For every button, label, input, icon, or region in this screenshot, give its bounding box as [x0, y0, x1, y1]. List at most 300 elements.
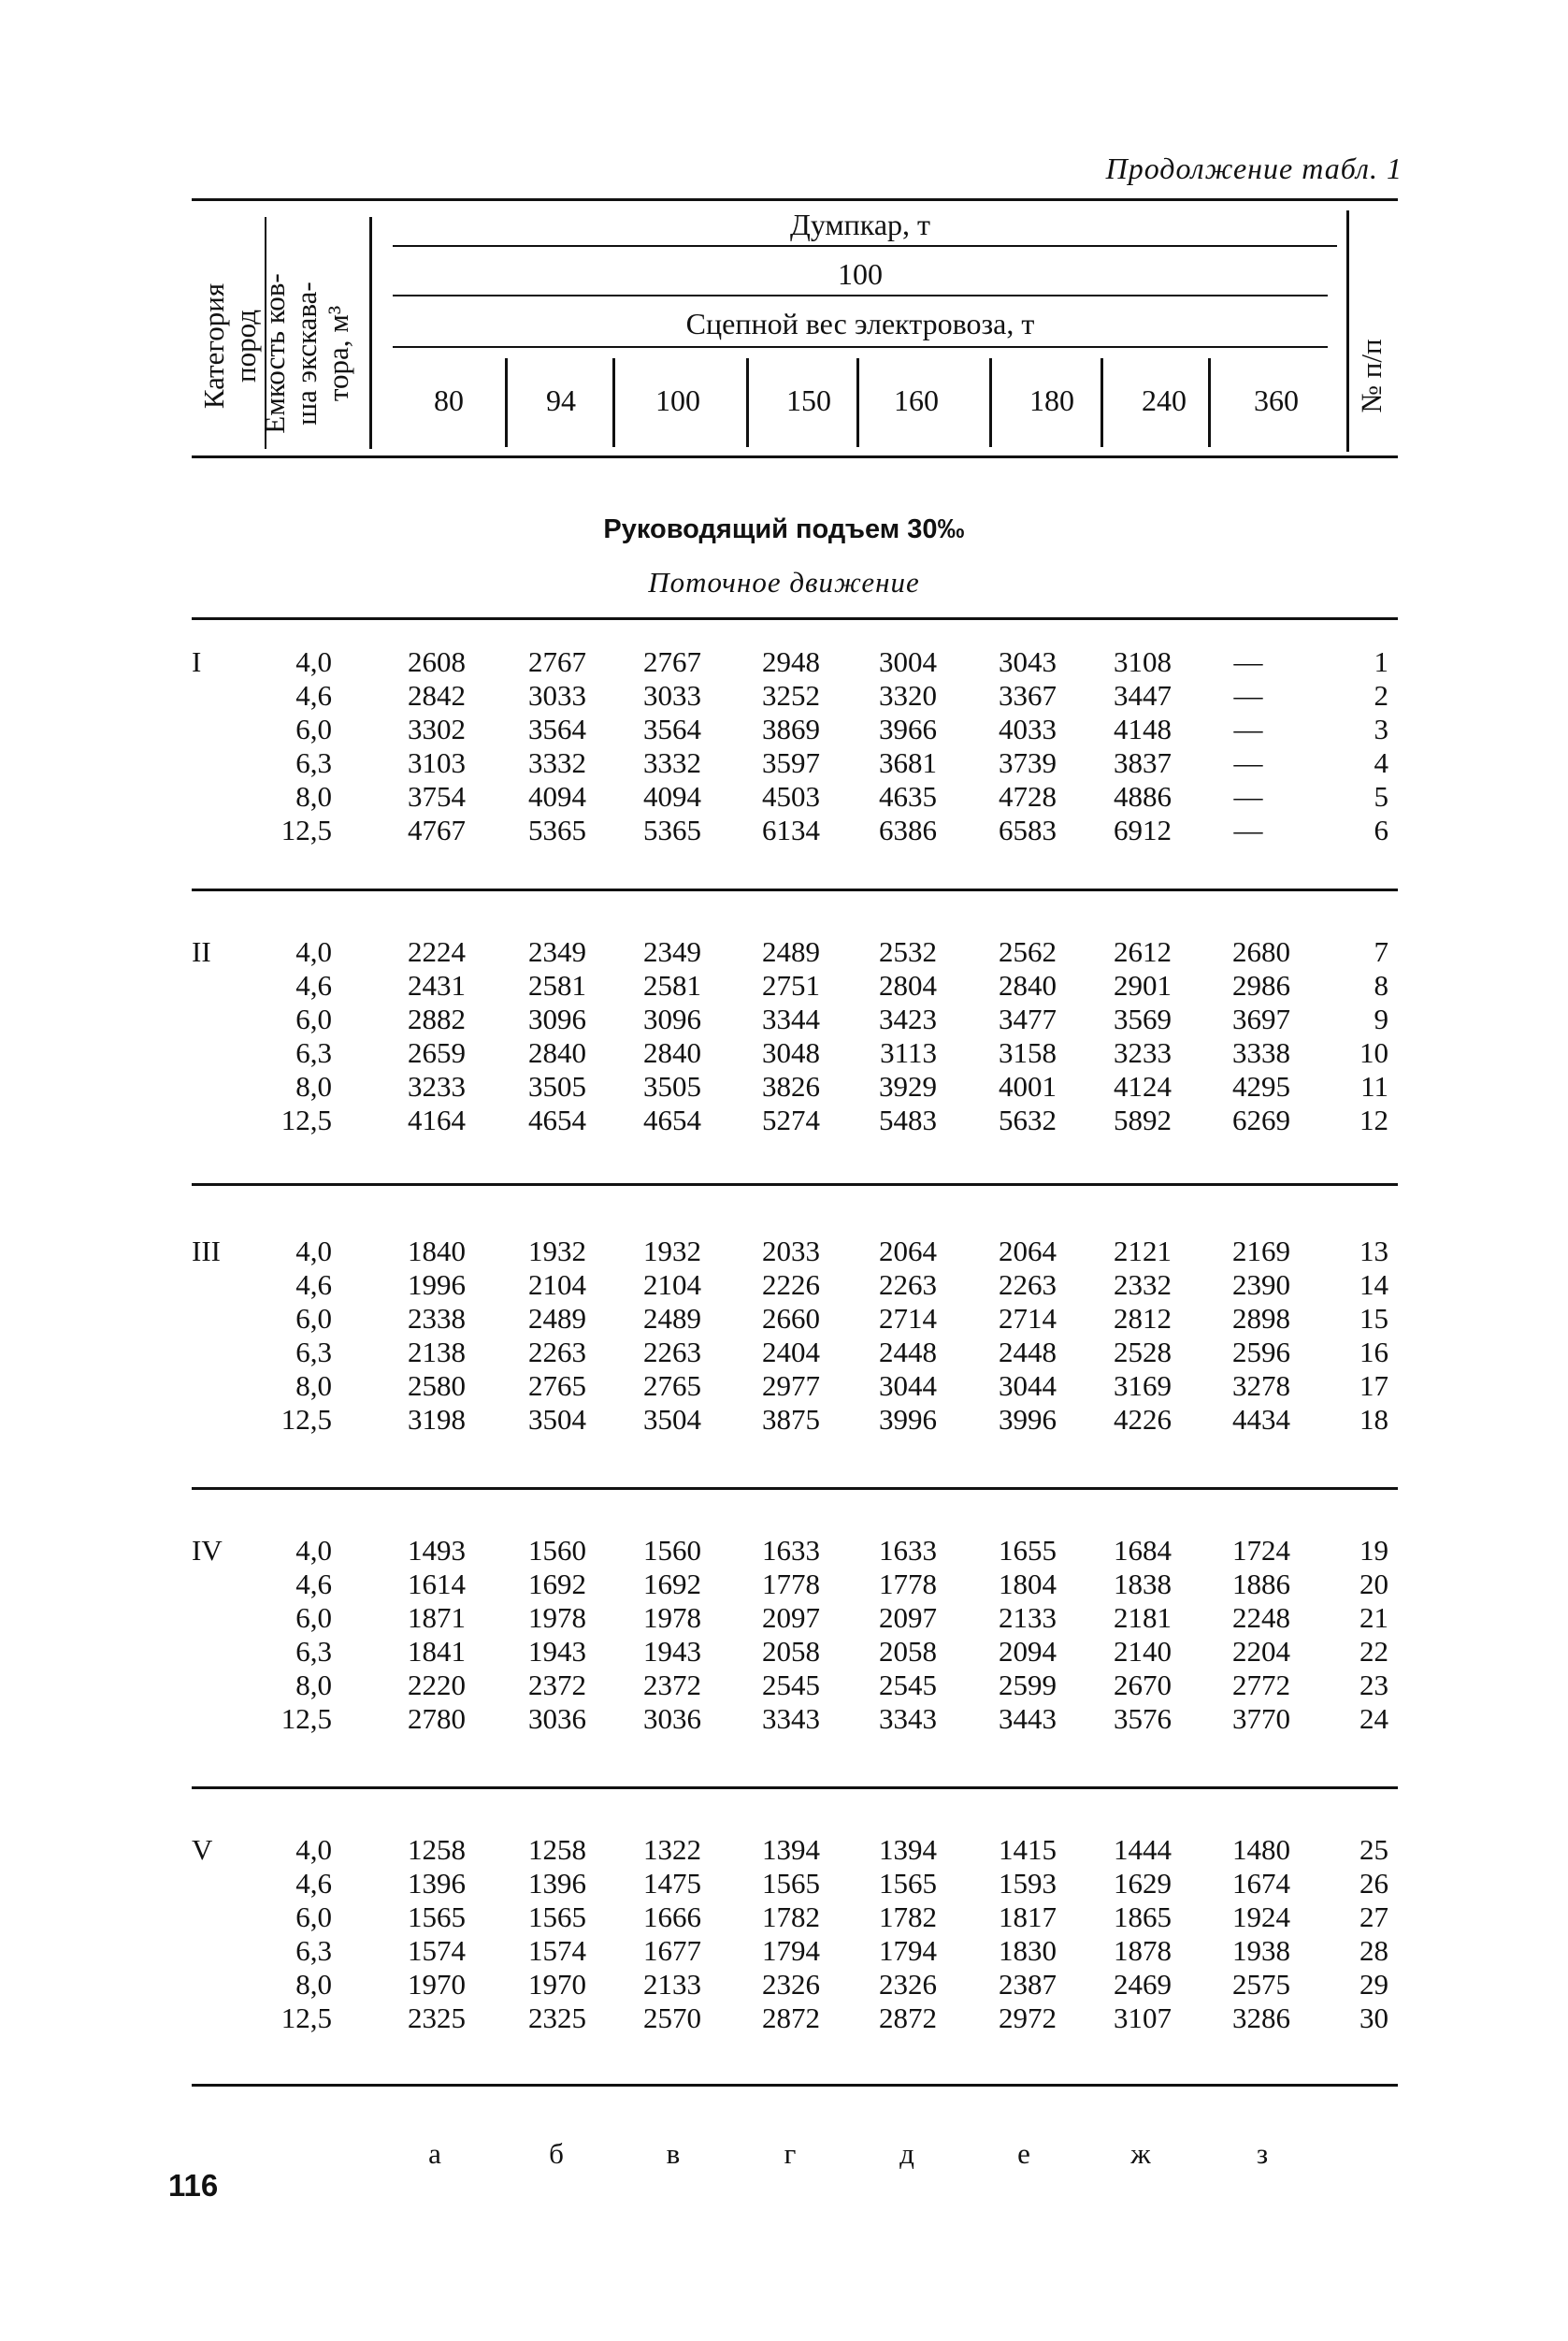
category-label: IV — [192, 1534, 223, 1567]
row-number-cell: 21 — [1359, 1601, 1388, 1634]
header-bucket-capacity: Емкость ков- ша экскава- тора, м³ — [258, 273, 354, 434]
bucket-capacity-cell: 6,0 — [295, 713, 332, 745]
value-cell: 2064 — [999, 1235, 1057, 1267]
row-number-cell: 30 — [1359, 2001, 1388, 2034]
value-cell: 2840 — [643, 1036, 701, 1069]
row-number-cell: 13 — [1359, 1235, 1388, 1267]
header-subrule — [393, 295, 1328, 296]
row-number-cell: 17 — [1359, 1369, 1388, 1402]
row-number-cell: 16 — [1359, 1336, 1388, 1368]
value-cell: 2765 — [643, 1369, 701, 1402]
value-cell: 1674 — [1232, 1867, 1290, 1900]
bucket-capacity-cell: 6,0 — [295, 1003, 332, 1035]
value-cell: 4654 — [528, 1104, 586, 1136]
value-cell: 1938 — [1232, 1934, 1290, 1967]
value-cell: 2599 — [999, 1669, 1057, 1701]
value-cell: 2469 — [1114, 1968, 1172, 2001]
value-cell: 1444 — [1114, 1833, 1172, 1866]
value-cell: 2842 — [408, 679, 466, 712]
weight-divider — [989, 358, 992, 447]
value-cell: 2226 — [762, 1268, 820, 1301]
header-subrule — [393, 245, 1337, 247]
row-number-cell: 5 — [1374, 780, 1388, 813]
row-number-cell: 12 — [1359, 1104, 1388, 1136]
value-cell: 1692 — [643, 1568, 701, 1600]
value-cell: 1794 — [762, 1934, 820, 1967]
header-row-number: № п/п — [1355, 339, 1388, 413]
value-cell: 3564 — [643, 713, 701, 745]
value-cell: 1782 — [879, 1900, 937, 1933]
value-cell: 1943 — [643, 1635, 701, 1668]
value-cell: 3837 — [1114, 746, 1172, 779]
value-cell: 1394 — [762, 1833, 820, 1866]
bucket-capacity-cell: 12,5 — [281, 1403, 332, 1436]
value-cell: 2714 — [999, 1302, 1057, 1335]
value-cell: 1692 — [528, 1568, 586, 1600]
page-number: 116 — [168, 2168, 219, 2203]
value-cell: 2581 — [643, 969, 701, 1002]
value-cell: 2767 — [643, 645, 701, 678]
value-cell: 4001 — [999, 1070, 1057, 1103]
value-cell: 3423 — [879, 1003, 937, 1035]
value-cell: 3113 — [880, 1036, 937, 1069]
weight-150: 150 — [786, 383, 831, 417]
value-cell: 4148 — [1114, 713, 1172, 745]
value-cell: 2772 — [1232, 1669, 1290, 1701]
value-cell: 3233 — [1114, 1036, 1172, 1069]
value-cell: 2986 — [1232, 969, 1290, 1002]
value-cell: 2104 — [528, 1268, 586, 1301]
value-cell: 2562 — [999, 935, 1057, 968]
value-cell: 3697 — [1232, 1003, 1290, 1035]
value-cell: 3103 — [408, 746, 466, 779]
value-cell: 1633 — [879, 1534, 937, 1567]
bucket-capacity-cell: 8,0 — [295, 1369, 332, 1402]
value-cell: 2612 — [1114, 935, 1172, 968]
value-cell: 1655 — [999, 1534, 1057, 1567]
value-cell: 3036 — [643, 1702, 701, 1735]
bucket-capacity-cell: 8,0 — [295, 1968, 332, 2001]
value-cell: 1970 — [528, 1968, 586, 2001]
row-number-cell: 28 — [1359, 1934, 1388, 1967]
value-cell: 1830 — [999, 1934, 1057, 1967]
weight-94: 94 — [546, 383, 576, 417]
value-cell: 6269 — [1232, 1104, 1290, 1136]
value-cell: — — [1233, 713, 1263, 745]
weight-divider — [612, 358, 615, 447]
value-cell: 4886 — [1114, 780, 1172, 813]
value-cell: 1574 — [528, 1934, 586, 1967]
column-letter: б — [549, 2137, 564, 2170]
value-cell: 3338 — [1232, 1036, 1290, 1069]
value-cell: 2121 — [1114, 1235, 1172, 1267]
value-cell: 2804 — [879, 969, 937, 1002]
column-letter: д — [899, 2137, 914, 2170]
row-number-cell: 20 — [1359, 1568, 1388, 1600]
value-cell: 1886 — [1232, 1568, 1290, 1600]
value-cell: 1560 — [528, 1534, 586, 1567]
category-label: V — [192, 1833, 213, 1866]
value-cell: 1840 — [408, 1235, 466, 1267]
bucket-capacity-cell: 4,6 — [295, 969, 332, 1002]
value-cell: 2489 — [643, 1302, 701, 1335]
row-number-cell: 4 — [1374, 746, 1388, 779]
value-cell: 1970 — [408, 1968, 466, 2001]
value-cell: — — [1233, 780, 1263, 813]
bucket-capacity-cell: 6,3 — [295, 1635, 332, 1668]
value-cell: 1782 — [762, 1900, 820, 1933]
value-cell: 3869 — [762, 713, 820, 745]
value-cell: 2872 — [879, 2001, 937, 2034]
value-cell: 4094 — [643, 780, 701, 813]
value-cell: 2204 — [1232, 1635, 1290, 1668]
value-cell: 2812 — [1114, 1302, 1172, 1335]
value-cell: 3044 — [999, 1369, 1057, 1402]
row-number-cell: 2 — [1374, 679, 1388, 712]
value-cell: 4124 — [1114, 1070, 1172, 1103]
value-cell: 2767 — [528, 645, 586, 678]
header-dumpcar-value: 100 — [838, 257, 883, 291]
value-cell: 3344 — [762, 1003, 820, 1035]
value-cell: 1480 — [1232, 1833, 1290, 1866]
value-cell: 2263 — [528, 1336, 586, 1368]
value-cell: 2140 — [1114, 1635, 1172, 1668]
weight-100: 100 — [655, 383, 700, 417]
value-cell: 3597 — [762, 746, 820, 779]
value-cell: 1804 — [999, 1568, 1057, 1600]
value-cell: 1794 — [879, 1934, 937, 1967]
column-letter: ж — [1130, 2137, 1151, 2170]
value-cell: 2338 — [408, 1302, 466, 1335]
value-cell: 3036 — [528, 1702, 586, 1735]
row-number-cell: 7 — [1374, 935, 1388, 968]
value-cell: 2901 — [1114, 969, 1172, 1002]
row-number-cell: 11 — [1360, 1070, 1388, 1103]
value-cell: 3754 — [408, 780, 466, 813]
value-cell: 2248 — [1232, 1601, 1290, 1634]
value-cell: 1258 — [528, 1833, 586, 1866]
group-separator-rule — [192, 2084, 1398, 2087]
value-cell: 2372 — [528, 1669, 586, 1701]
value-cell: 4094 — [528, 780, 586, 813]
row-number-cell: 8 — [1374, 969, 1388, 1002]
value-cell: 1493 — [408, 1534, 466, 1567]
header-dumpcar: Думпкар, т — [789, 208, 931, 241]
bucket-capacity-cell: 6,0 — [295, 1900, 332, 1933]
category-label: III — [192, 1235, 221, 1267]
value-cell: 5274 — [762, 1104, 820, 1136]
category-label: II — [192, 935, 211, 968]
value-cell: 2104 — [643, 1268, 701, 1301]
value-cell: 2872 — [762, 2001, 820, 2034]
value-cell: 3681 — [879, 746, 937, 779]
weight-180: 180 — [1029, 383, 1074, 417]
value-cell: 5892 — [1114, 1104, 1172, 1136]
value-cell: 4033 — [999, 713, 1057, 745]
value-cell: 5365 — [643, 814, 701, 846]
value-cell: 3096 — [643, 1003, 701, 1035]
weight-240: 240 — [1142, 383, 1187, 417]
value-cell: 3233 — [408, 1070, 466, 1103]
value-cell: 4503 — [762, 780, 820, 813]
value-cell: 5365 — [528, 814, 586, 846]
value-cell: 4654 — [643, 1104, 701, 1136]
value-cell: 3107 — [1114, 2001, 1172, 2034]
value-cell: 1924 — [1232, 1900, 1290, 1933]
value-cell: 4434 — [1232, 1403, 1290, 1436]
value-cell: 1415 — [999, 1833, 1057, 1866]
bucket-capacity-cell: 6,3 — [295, 1934, 332, 1967]
value-cell: 2404 — [762, 1336, 820, 1368]
row-number-cell: 24 — [1359, 1702, 1388, 1735]
value-cell: 1841 — [408, 1635, 466, 1668]
section-title: Руководящий подъем 30‰ — [603, 514, 965, 544]
value-cell: 2570 — [643, 2001, 701, 2034]
value-cell: 1996 — [408, 1268, 466, 1301]
value-cell: 2325 — [408, 2001, 466, 2034]
value-cell: 2660 — [762, 1302, 820, 1335]
continuation-caption: Продолжение табл. 1 — [1105, 152, 1403, 185]
value-cell: 1978 — [643, 1601, 701, 1634]
value-cell: 1778 — [879, 1568, 937, 1600]
value-cell: 2133 — [999, 1601, 1057, 1634]
group-separator-rule — [192, 1183, 1398, 1186]
value-cell: 1865 — [1114, 1900, 1172, 1933]
value-cell: 2528 — [1114, 1336, 1172, 1368]
header-divider — [369, 217, 372, 449]
value-cell: 1322 — [643, 1833, 701, 1866]
value-cell: 1724 — [1232, 1534, 1290, 1567]
row-number-cell: 6 — [1374, 814, 1388, 846]
value-cell: 6134 — [762, 814, 820, 846]
value-cell: 3477 — [999, 1003, 1057, 1035]
value-cell: 2751 — [762, 969, 820, 1002]
bucket-capacity-cell: 8,0 — [295, 1070, 332, 1103]
value-cell: 1574 — [408, 1934, 466, 1967]
value-cell: 3504 — [643, 1403, 701, 1436]
value-cell: 1943 — [528, 1635, 586, 1668]
value-cell: 3044 — [879, 1369, 937, 1402]
value-cell: 2263 — [999, 1268, 1057, 1301]
value-cell: 3198 — [408, 1403, 466, 1436]
value-cell: 2545 — [762, 1669, 820, 1701]
value-cell: 2780 — [408, 1702, 466, 1735]
weight-160: 160 — [894, 383, 939, 417]
value-cell: 2545 — [879, 1669, 937, 1701]
bucket-capacity-cell: 6,3 — [295, 1336, 332, 1368]
weight-divider — [1100, 358, 1103, 447]
value-cell: — — [1233, 814, 1263, 846]
column-letter: а — [428, 2137, 441, 2170]
value-cell: 3278 — [1232, 1369, 1290, 1402]
value-cell: 1932 — [643, 1235, 701, 1267]
value-cell: 2263 — [879, 1268, 937, 1301]
value-cell: 1565 — [528, 1900, 586, 1933]
value-cell: 1396 — [408, 1867, 466, 1900]
value-cell: 1629 — [1114, 1867, 1172, 1900]
column-letter: е — [1017, 2137, 1030, 2170]
bucket-capacity-cell: 8,0 — [295, 1669, 332, 1701]
value-cell: 1778 — [762, 1568, 820, 1600]
value-cell: 2581 — [528, 969, 586, 1002]
value-cell: 1871 — [408, 1601, 466, 1634]
row-number-cell: 19 — [1359, 1534, 1388, 1567]
value-cell: 2094 — [999, 1635, 1057, 1668]
value-cell: 2489 — [528, 1302, 586, 1335]
value-cell: 2181 — [1114, 1601, 1172, 1634]
bucket-capacity-cell: 4,6 — [295, 1867, 332, 1900]
value-cell: 1565 — [762, 1867, 820, 1900]
row-number-cell: 22 — [1359, 1635, 1388, 1668]
value-cell: 3367 — [999, 679, 1057, 712]
value-cell: 3504 — [528, 1403, 586, 1436]
row-number-cell: 27 — [1359, 1900, 1388, 1933]
group-separator-rule — [192, 617, 1398, 620]
value-cell: 2349 — [528, 935, 586, 968]
value-cell: 1633 — [762, 1534, 820, 1567]
value-cell: — — [1233, 746, 1263, 779]
bucket-capacity-cell: 4,6 — [295, 1568, 332, 1600]
value-cell: 2714 — [879, 1302, 937, 1335]
value-cell: 2224 — [408, 935, 466, 968]
value-cell: 2659 — [408, 1036, 466, 1069]
value-cell: 1684 — [1114, 1534, 1172, 1567]
value-cell: 3043 — [999, 645, 1057, 678]
value-cell: 2670 — [1114, 1669, 1172, 1701]
value-cell: 2575 — [1232, 1968, 1290, 2001]
value-cell: 3048 — [762, 1036, 820, 1069]
value-cell: 1932 — [528, 1235, 586, 1267]
value-cell: 2972 — [999, 2001, 1057, 2034]
row-number-cell: 10 — [1359, 1036, 1388, 1069]
value-cell: 1817 — [999, 1900, 1057, 1933]
bucket-capacity-cell: 12,5 — [281, 814, 332, 846]
value-cell: 3739 — [999, 746, 1057, 779]
value-cell: 3343 — [762, 1702, 820, 1735]
value-cell: 2097 — [762, 1601, 820, 1634]
weight-divider — [1208, 358, 1211, 447]
value-cell: 3004 — [879, 645, 937, 678]
value-cell: 3252 — [762, 679, 820, 712]
value-cell: 3929 — [879, 1070, 937, 1103]
value-cell: 3302 — [408, 713, 466, 745]
value-cell: 3996 — [999, 1403, 1057, 1436]
value-cell: 2064 — [879, 1235, 937, 1267]
value-cell: 4728 — [999, 780, 1057, 813]
row-number-cell: 29 — [1359, 1968, 1388, 2001]
value-cell: 2058 — [762, 1635, 820, 1668]
value-cell: 3169 — [1114, 1369, 1172, 1402]
bucket-capacity-cell: 6,3 — [295, 1036, 332, 1069]
value-cell: 1475 — [643, 1867, 701, 1900]
value-cell: 3332 — [643, 746, 701, 779]
value-cell: 3332 — [528, 746, 586, 779]
value-cell: 2680 — [1232, 935, 1290, 968]
value-cell: 1677 — [643, 1934, 701, 1967]
section-subtitle: Поточное движение — [648, 566, 920, 599]
value-cell: 3033 — [643, 679, 701, 712]
bucket-capacity-cell: 12,5 — [281, 1104, 332, 1136]
value-cell: 2220 — [408, 1669, 466, 1701]
bucket-capacity-cell: 4,0 — [295, 1235, 332, 1267]
value-cell: 2326 — [879, 1968, 937, 2001]
row-number-cell: 9 — [1374, 1003, 1388, 1035]
value-cell: 3108 — [1114, 645, 1172, 678]
row-number-cell: 25 — [1359, 1833, 1388, 1866]
value-cell: 2448 — [999, 1336, 1057, 1368]
value-cell: 1258 — [408, 1833, 466, 1866]
value-cell: 3564 — [528, 713, 586, 745]
value-cell: 3875 — [762, 1403, 820, 1436]
value-cell: 1838 — [1114, 1568, 1172, 1600]
value-cell: 3996 — [879, 1403, 937, 1436]
bucket-capacity-cell: 12,5 — [281, 1702, 332, 1735]
row-number-cell: 26 — [1359, 1867, 1388, 1900]
value-cell: 2138 — [408, 1336, 466, 1368]
header-top-rule — [192, 198, 1398, 201]
bucket-capacity-cell: 6,0 — [295, 1601, 332, 1634]
row-number-cell: 3 — [1374, 713, 1388, 745]
value-cell: 3569 — [1114, 1003, 1172, 1035]
value-cell: 2977 — [762, 1369, 820, 1402]
value-cell: 2898 — [1232, 1302, 1290, 1335]
value-cell: 4295 — [1232, 1070, 1290, 1103]
header-loco-weight: Сцепной вес электровоза, т — [685, 307, 1035, 340]
value-cell: 2033 — [762, 1235, 820, 1267]
value-cell: 2840 — [999, 969, 1057, 1002]
value-cell: 1560 — [643, 1534, 701, 1567]
value-cell: 2133 — [643, 1968, 701, 2001]
value-cell: 2058 — [879, 1635, 937, 1668]
value-cell: 4635 — [879, 780, 937, 813]
group-separator-rule — [192, 1487, 1398, 1490]
value-cell: 3966 — [879, 713, 937, 745]
value-cell: 2448 — [879, 1336, 937, 1368]
value-cell: 1396 — [528, 1867, 586, 1900]
value-cell: 2489 — [762, 935, 820, 968]
bucket-capacity-cell: 6,3 — [295, 746, 332, 779]
value-cell: 3770 — [1232, 1702, 1290, 1735]
value-cell: 2882 — [408, 1003, 466, 1035]
value-cell: 3033 — [528, 679, 586, 712]
category-label: I — [192, 645, 202, 678]
row-number-cell: 23 — [1359, 1669, 1388, 1701]
value-cell: 1614 — [408, 1568, 466, 1600]
bucket-capacity-cell: 4,0 — [295, 645, 332, 678]
value-cell: 1565 — [879, 1867, 937, 1900]
value-cell: 2431 — [408, 969, 466, 1002]
value-cell: 2608 — [408, 645, 466, 678]
value-cell: 1878 — [1114, 1934, 1172, 1967]
value-cell: 2580 — [408, 1369, 466, 1402]
value-cell: 3320 — [879, 679, 937, 712]
value-cell: 1978 — [528, 1601, 586, 1634]
value-cell: 5483 — [879, 1104, 937, 1136]
value-cell: 1394 — [879, 1833, 937, 1866]
bucket-capacity-cell: 4,0 — [295, 1833, 332, 1866]
value-cell: 2840 — [528, 1036, 586, 1069]
value-cell: 2390 — [1232, 1268, 1290, 1301]
bucket-capacity-cell: 4,6 — [295, 1268, 332, 1301]
value-cell: 2349 — [643, 935, 701, 968]
header-category: Категория пород — [197, 282, 262, 410]
value-cell: 2765 — [528, 1369, 586, 1402]
value-cell: 2097 — [879, 1601, 937, 1634]
bucket-capacity-cell: 8,0 — [295, 780, 332, 813]
bucket-capacity-cell: 6,0 — [295, 1302, 332, 1335]
value-cell: — — [1233, 679, 1263, 712]
bucket-capacity-cell: 12,5 — [281, 2001, 332, 2034]
